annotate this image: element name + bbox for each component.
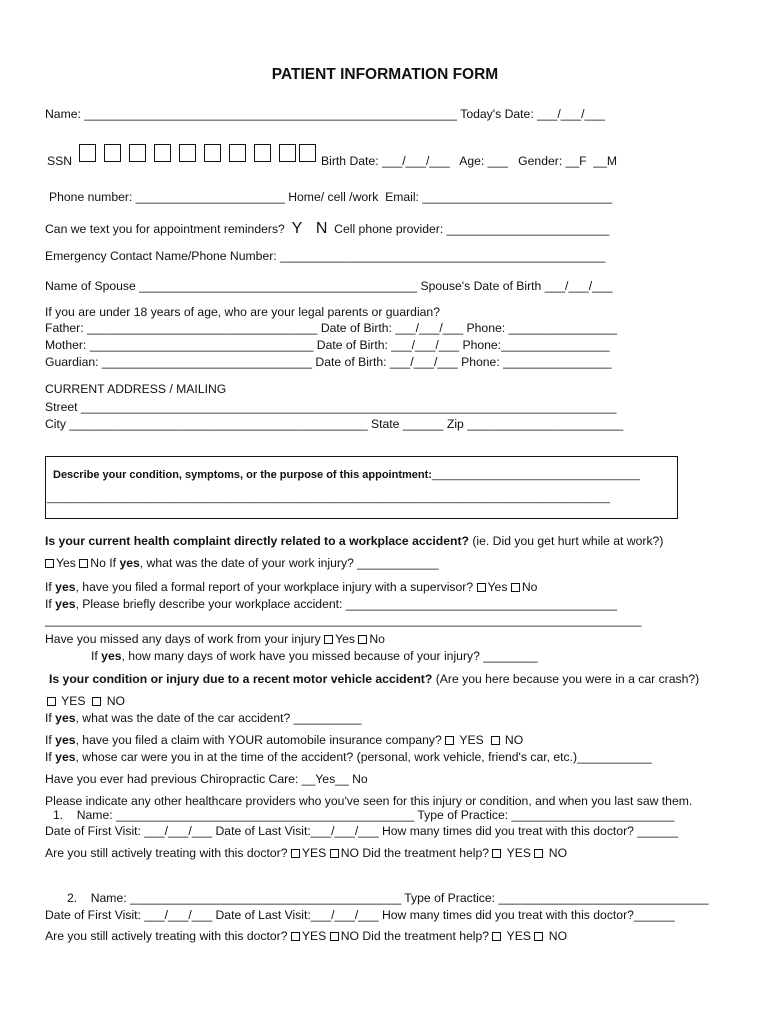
auto-question-note: (Are you here because you were in a car crash?) bbox=[432, 672, 700, 686]
p2-treating-no-checkbox[interactable] bbox=[330, 932, 339, 941]
provider-1-name-line[interactable]: 1. Name: ____________________________________________ Type of Practice: ________________________ bbox=[53, 808, 675, 822]
guardian-line[interactable]: Guardian: _______________________________ Date of Birth: ___/___/___ Phone: ________________ bbox=[45, 355, 612, 369]
work-describe-field[interactable]: , Please briefly describe your workplace accident: ________________________________________ bbox=[75, 597, 617, 611]
describe-condition-line[interactable] bbox=[53, 468, 640, 482]
work-describe-line-2[interactable]: ________________________________________________________________________________________ bbox=[45, 613, 642, 627]
phone-email-line[interactable]: Phone number: ______________________ Home/ cell /work Email: ____________________________ bbox=[49, 190, 613, 204]
work-injury-date-field[interactable]: , what was the date of your work injury? ____________ bbox=[139, 556, 439, 570]
car-claim-line: If yes, have you filed a claim with YOUR automobile insurance company? YES NO bbox=[45, 733, 524, 747]
missed-work-line: Have you missed any days of work from your injury Yes No bbox=[45, 632, 385, 646]
ssn-digit-box[interactable] bbox=[179, 144, 196, 162]
city-line[interactable]: City ____________________________________________ State ______ Zip _______________________ bbox=[45, 417, 624, 431]
emergency-contact-line[interactable]: Emergency Contact Name/Phone Number: ________________________________________________ bbox=[45, 249, 606, 263]
work-report-line: If yes, have you filed a formal report of your workplace injury with a supervisor? Yes No bbox=[45, 580, 538, 594]
ssn-digit-box[interactable] bbox=[104, 144, 121, 162]
car-whose-line: If yes, whose car were you in at the time of the accident? (personal, work vehicle, friend's car, etc.)___________ bbox=[45, 750, 652, 764]
ssn-digit-box[interactable] bbox=[129, 144, 146, 162]
cell-provider-field[interactable]: Cell phone provider: ________________________ bbox=[334, 222, 610, 236]
describe-condition-label: Describe your condition, symptoms, or the purpose of this appointment: bbox=[53, 469, 432, 481]
guardian-question: If you are under 18 years of age, who are your legal parents or guardian? bbox=[45, 305, 440, 319]
mother-line[interactable]: Mother: _________________________________ Date of Birth: ___/___/___ Phone:________________ bbox=[45, 338, 610, 352]
p1-treating-no-checkbox[interactable] bbox=[330, 849, 339, 858]
car-accident-date-field[interactable]: , what was the date of the car accident? __________ bbox=[75, 711, 362, 725]
text-yes-option[interactable]: Y bbox=[291, 220, 303, 237]
p2-treating-yes-checkbox[interactable] bbox=[291, 932, 300, 941]
providers-intro: Please indicate any other healthcare providers who you've seen for this injury or condition, and when you last saw them. bbox=[45, 794, 693, 808]
text-no-option[interactable]: N bbox=[315, 220, 328, 237]
work-yes-checkbox[interactable] bbox=[45, 559, 54, 568]
ssn-digit-box[interactable] bbox=[204, 144, 221, 162]
workplace-question-note: (ie. Did you get hurt while at work?) bbox=[468, 534, 664, 548]
p1-help-yes-checkbox[interactable] bbox=[492, 849, 501, 858]
page-title: PATIENT INFORMATION FORM bbox=[271, 66, 499, 83]
street-line[interactable]: Street _______________________________________________________________________________ bbox=[45, 400, 617, 414]
auto-no-checkbox[interactable] bbox=[92, 697, 101, 706]
text-reminder-question: Can we text you for appointment reminders? bbox=[45, 222, 285, 236]
p1-help-no-checkbox[interactable] bbox=[534, 849, 543, 858]
father-line[interactable]: Father: __________________________________ Date of Birth: ___/___/___ Phone: ________________ bbox=[45, 321, 617, 335]
p1-treating-yes-checkbox[interactable] bbox=[291, 849, 300, 858]
car-claim-question: , have you filed a claim with YOUR automobile insurance company? bbox=[75, 733, 442, 747]
missed-yes-checkbox[interactable] bbox=[324, 635, 333, 644]
provider-2-dates-line[interactable]: Date of First Visit: ___/___/___ Date of Last Visit:___/___/___ How many times did you treat with this doctor?______ bbox=[45, 908, 675, 922]
workplace-question-bold: Is your current health complaint directly related to a workplace accident? bbox=[45, 534, 469, 548]
address-heading: CURRENT ADDRESS / MAILING bbox=[45, 382, 227, 396]
work-report-no-checkbox[interactable] bbox=[511, 583, 520, 592]
ssn-digit-box[interactable] bbox=[79, 144, 96, 162]
work-no-checkbox[interactable] bbox=[79, 559, 88, 568]
provider-2-treating-line: Are you still actively treating with this doctor? YES NO Did the treatment help? YES NO bbox=[45, 929, 568, 943]
auto-yes-no-line: YES NO bbox=[47, 694, 125, 708]
workplace-question bbox=[45, 534, 663, 548]
ssn-digit-box[interactable] bbox=[299, 144, 316, 162]
work-report-yes-checkbox[interactable] bbox=[477, 583, 486, 592]
p2-help-yes-checkbox[interactable] bbox=[492, 932, 501, 941]
name-line[interactable]: Name: _______________________________________________________ Today's Date: ___/___/___ bbox=[45, 107, 605, 121]
ssn-digit-box[interactable] bbox=[229, 144, 246, 162]
describe-condition-blank[interactable]: __________________________________ bbox=[431, 469, 640, 481]
ssn-digit-box[interactable] bbox=[154, 144, 171, 162]
provider-1-treating-line: Are you still actively treating with this doctor? YES NO Did the treatment help? YES NO bbox=[45, 846, 568, 860]
car-claim-yes-checkbox[interactable] bbox=[445, 736, 454, 745]
describe-condition-line-2[interactable]: ____________________________________________________________________________________________ bbox=[47, 492, 610, 504]
work-no-label: No bbox=[90, 556, 106, 570]
auto-yes-checkbox[interactable] bbox=[47, 697, 56, 706]
chiropractic-care-line[interactable]: Have you ever had previous Chiropractic Care: __Yes__ No bbox=[45, 772, 368, 786]
p2-help-no-checkbox[interactable] bbox=[534, 932, 543, 941]
auto-question-bold: Is your condition or injury due to a recent motor vehicle accident? bbox=[49, 672, 433, 686]
work-yes-label: Yes bbox=[56, 556, 76, 570]
car-claim-no-checkbox[interactable] bbox=[491, 736, 500, 745]
ssn-digit-box[interactable] bbox=[279, 144, 296, 162]
car-accident-date-line: If yes, what was the date of the car accident? __________ bbox=[45, 711, 362, 725]
auto-accident-question bbox=[49, 672, 699, 686]
car-whose-field[interactable]: , whose car were you in at the time of the accident? (personal, work vehicle, friend's car, etc.)___________ bbox=[75, 750, 652, 764]
missed-days-field[interactable]: , how many days of work have you missed because of your injury? ________ bbox=[121, 649, 538, 663]
missed-no-checkbox[interactable] bbox=[358, 635, 367, 644]
spouse-line[interactable]: Name of Spouse _________________________________________ Spouse's Date of Birth ___/___/___ bbox=[45, 279, 613, 293]
missed-days-line: If yes, how many days of work have you missed because of your injury? ________ bbox=[91, 649, 538, 663]
ssn-label: SSN bbox=[47, 154, 73, 168]
work-injury-date-line: Yes No If yes, what was the date of your work injury? ____________ bbox=[45, 556, 439, 570]
birth-age-gender-line[interactable]: Birth Date: ___/___/___ Age: ___ Gender: __F __M bbox=[321, 154, 618, 168]
text-reminder-line bbox=[45, 222, 609, 236]
describe-condition-box bbox=[45, 456, 678, 519]
provider-1-dates-line[interactable]: Date of First Visit: ___/___/___ Date of Last Visit:___/___/___ How many times did you treat with this doctor? ______ bbox=[45, 824, 678, 838]
work-report-question: , have you filed a formal report of your workplace injury with a supervisor? bbox=[75, 580, 474, 594]
missed-work-question: Have you missed any days of work from your injury bbox=[45, 632, 321, 646]
ssn-digit-box[interactable] bbox=[254, 144, 271, 162]
provider-2-name-line[interactable]: 2. Name: ________________________________________ Type of Practice: _______________________________ bbox=[67, 891, 709, 905]
work-describe-line: If yes, Please briefly describe your workplace accident: ________________________________________ bbox=[45, 597, 617, 611]
